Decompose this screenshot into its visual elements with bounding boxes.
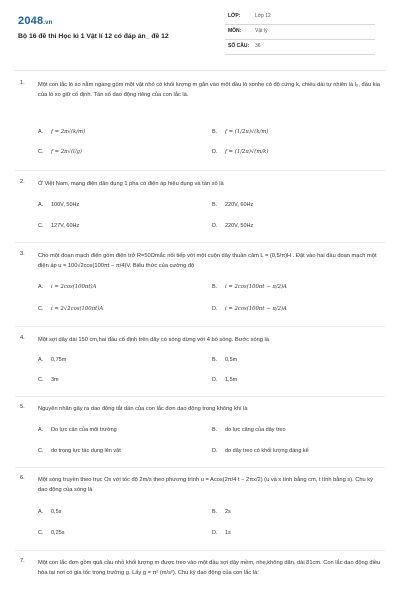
meta-row-subject <box>225 24 375 40</box>
option-label: C. <box>38 530 44 536</box>
option-b[interactable] <box>212 509 231 515</box>
meta-value: Vật lý <box>255 28 268 34</box>
option-label: C. <box>38 223 44 229</box>
page-title: Bộ 16 đề thi Học kì 1 Vật lí 12 có đáp án_ đề 12 <box>18 33 169 40</box>
option-text: do lực căng của dây treo <box>225 427 286 433</box>
option-a[interactable] <box>38 284 96 290</box>
option-label: B. <box>212 284 218 290</box>
option-label: D. <box>212 223 218 229</box>
option-label: D. <box>212 448 218 454</box>
option-text: 100V, 50Hz <box>51 202 80 208</box>
option-a[interactable] <box>38 509 61 515</box>
option-a[interactable] <box>38 202 79 208</box>
option-text: f = 2π√(k/m) <box>51 129 86 135</box>
question-number: 5. <box>20 404 25 410</box>
meta-key: LỚP: <box>228 13 241 19</box>
option-c[interactable] <box>38 530 64 536</box>
question-separator <box>15 396 385 397</box>
question-number: 6. <box>20 475 25 481</box>
option-label: B. <box>212 427 218 433</box>
option-label: A. <box>38 284 44 290</box>
option-text: do dây treo có khối lượng đáng kể <box>225 448 309 454</box>
option-b[interactable] <box>212 427 286 433</box>
option-label: B. <box>212 202 218 208</box>
option-d[interactable] <box>212 530 231 536</box>
option-text: 3m <box>51 377 59 383</box>
option-label: A. <box>38 202 44 208</box>
option-a[interactable] <box>38 357 66 363</box>
site-logo[interactable] <box>18 15 53 27</box>
question-text: Một sóng truyền theo trục Ox với tốc độ 2m/s theo phương trình u = Acos(2π/4 t − 2πx/2) (u và x tính bằng cm, t tính bằng s). Chu kỳ dao động của sóng là <box>38 477 373 493</box>
option-text: i = 2cos(100πt − π/2)A <box>225 306 287 312</box>
option-b[interactable] <box>212 129 268 135</box>
option-d[interactable] <box>212 448 309 454</box>
question-text: Nguyên nhân gây ra dao động tắt dần của con lắc đơn dao động trong không khí là <box>38 406 248 412</box>
option-label: C. <box>38 306 44 312</box>
question-text: Cho một đoạn mạch điện gồm điện trở R=50Ωmắc nối tiếp với một cuộn dây thuần cảm L = (0,5/π)H . Đặt vào hai đầu đoạn mạch một điện áp u = 100√2cos(100πt − π/4)V. Biểu thức của cường độ <box>38 253 377 269</box>
question-text: Ở Việt Nam, mạng điện dân dụng 1 pha có điện áp hiệu dụng và tần số là <box>38 181 224 187</box>
question-separator <box>15 467 385 468</box>
option-c[interactable] <box>38 149 82 155</box>
question-separator <box>15 326 385 327</box>
option-label: B. <box>212 509 218 515</box>
question-separator <box>15 170 385 171</box>
option-c[interactable] <box>38 448 121 454</box>
meta-row-class <box>225 9 375 25</box>
option-text: f = 2π√(l/g) <box>51 149 82 155</box>
option-b[interactable] <box>212 357 237 363</box>
meta-row-count <box>225 39 375 55</box>
meta-key: SỐ CÂU: <box>228 43 250 49</box>
meta-value: 36 <box>255 43 261 49</box>
option-label: A. <box>38 357 44 363</box>
option-label: D. <box>212 530 218 536</box>
option-b[interactable] <box>212 284 287 290</box>
question-separator <box>15 550 385 551</box>
option-label: D. <box>212 149 218 155</box>
option-d[interactable] <box>212 377 237 383</box>
option-text: i = 2cos(100πt)A <box>51 284 97 290</box>
question-separator <box>15 242 385 243</box>
option-text: 220V, 50Hz <box>225 223 254 229</box>
option-b[interactable] <box>212 202 253 208</box>
header-divider <box>15 70 385 71</box>
option-label: D. <box>212 306 218 312</box>
option-d[interactable] <box>212 306 287 312</box>
option-text: i = 2√2cos(100πt)A <box>51 306 104 312</box>
option-label: D. <box>212 377 218 383</box>
logo-text: 2048 <box>18 15 44 27</box>
option-a[interactable] <box>38 427 117 433</box>
option-label: C. <box>38 149 44 155</box>
option-text: 220V, 60Hz <box>225 202 254 208</box>
question-number: 4. <box>20 335 25 341</box>
option-c[interactable] <box>38 377 59 383</box>
option-c[interactable] <box>38 306 103 312</box>
option-text: 0,75m <box>51 357 67 363</box>
option-label: C. <box>38 448 44 454</box>
option-text: f = (1/2π)√(m/k) <box>225 149 269 155</box>
option-text: 0,5s <box>51 509 62 515</box>
option-text: f = (1/2π)√(k/m) <box>225 129 269 135</box>
option-label: B. <box>212 357 218 363</box>
question-text: Một sợi dây dài 150 cm,hai đầu cố định trên dây có sóng dừng với 4 bó sóng. Bước sóng là <box>38 337 269 343</box>
option-text: 1,5m <box>225 377 238 383</box>
question-number: 1. <box>20 80 25 86</box>
question-text: Một con lắc lò xo nằm ngang gồm một vật nhỏ có khối lượng m gắn vào một đầu lò xonhẹ có độ cứng k, chiều dài tự nhiên là l₀, đầu kia của lò xo giữ cố định. Tần số dao động riêng của con lắc là. <box>38 82 380 98</box>
document-header <box>0 0 400 64</box>
option-d[interactable] <box>212 149 268 155</box>
question-number: 2. <box>20 179 25 185</box>
option-label: C. <box>38 377 44 383</box>
option-c[interactable] <box>38 223 79 229</box>
option-text: Do lực cản của môi trường <box>51 427 117 433</box>
meta-key: MÔN: <box>228 28 242 34</box>
question-text: Một con lắc đơn gồm quả cầu nhỏ khối lượng m được treo vào một đầu sợi dây mềm, nhẹ,không dãn, dài 81cm. Con lắc dao động điều hòa tại nơi có gia tốc trọng trường g. Lấy g = π² (m/s²). Chu kỳ dao động của con lắc là: <box>38 560 381 576</box>
option-text: 0,5m <box>225 357 238 363</box>
question-number: 3. <box>20 251 25 257</box>
option-text: i = 2cos(100πt − π/2)A <box>225 284 287 290</box>
option-text: 2s <box>225 509 231 515</box>
option-text: 1s <box>225 530 231 536</box>
option-text: 0,25s <box>51 530 65 536</box>
option-a[interactable] <box>38 129 85 135</box>
option-label: A. <box>38 129 44 135</box>
logo-suffix: .vn <box>43 20 53 26</box>
option-text: do trọng lực tác dụng lên vật <box>51 448 121 454</box>
option-label: A. <box>38 509 44 515</box>
meta-value: Lớp 12 <box>255 13 271 19</box>
question-number: 7. <box>20 558 25 564</box>
option-d[interactable] <box>212 223 253 229</box>
option-label: B. <box>212 129 218 135</box>
option-text: 127V, 60Hz <box>51 223 80 229</box>
option-label: A. <box>38 427 44 433</box>
